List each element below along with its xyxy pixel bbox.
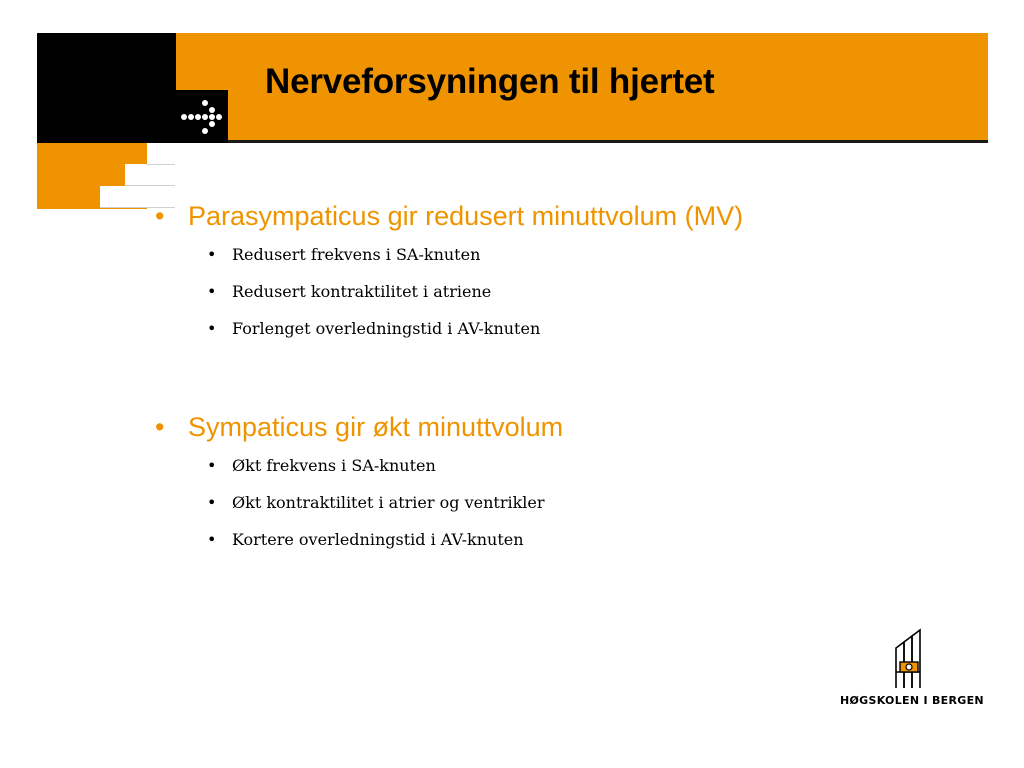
section-heading-text: Parasympaticus gir redusert minuttvolum (MV) xyxy=(188,201,744,231)
header-rule xyxy=(176,140,988,143)
list-item: • Forlenget overledningstid i AV-knuten xyxy=(201,319,743,338)
stair-divider-1 xyxy=(147,164,175,165)
section-sympaticus xyxy=(155,412,563,549)
list-item: • Økt kontraktilitet i atrier og ventrikler xyxy=(201,493,563,512)
dotted-arrow-icon xyxy=(178,96,230,138)
section-heading-text: Sympaticus gir økt minuttvolum xyxy=(188,412,564,442)
list-item: • Kortere overledningstid i AV-knuten xyxy=(201,530,563,549)
hib-building-icon xyxy=(892,628,926,690)
page-title: Nerveforsyningen til hjertet xyxy=(265,62,715,101)
bullet-list xyxy=(155,456,563,549)
institution-name: HØGSKOLEN I BERGEN xyxy=(840,694,984,707)
stair-divider-2 xyxy=(125,185,175,186)
section-parasympaticus xyxy=(155,201,743,338)
bullet: • xyxy=(155,412,165,442)
section-heading xyxy=(155,201,743,232)
section-heading xyxy=(155,412,563,443)
bullet: • xyxy=(155,201,165,231)
list-item: • Økt frekvens i SA-knuten xyxy=(201,456,563,475)
list-item: • Redusert frekvens i SA-knuten xyxy=(201,245,743,264)
stair-step-3 xyxy=(100,164,125,185)
bullet-list xyxy=(155,245,743,338)
header-black-block xyxy=(37,33,176,143)
list-item: • Redusert kontraktilitet i atriene xyxy=(201,282,743,301)
stair-white-2 xyxy=(125,164,175,185)
stair-white-1 xyxy=(147,143,175,164)
